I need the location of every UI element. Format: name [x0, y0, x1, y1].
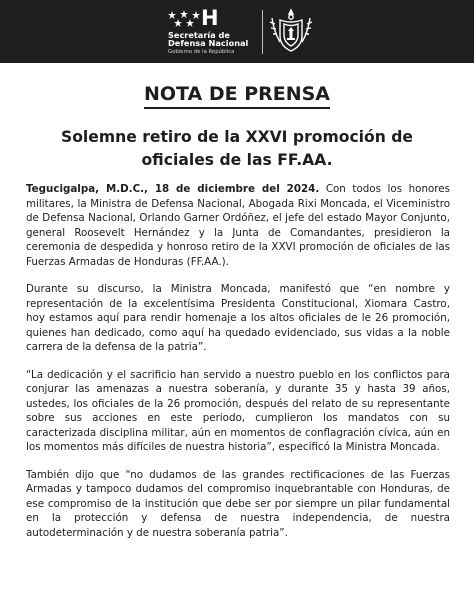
header-bar — [0, 0, 474, 63]
logo-letter: H — [201, 6, 219, 30]
logo-line-3: Gobierno de la República — [168, 49, 235, 55]
logo-divider — [262, 10, 263, 54]
logo-line-1: Secretaría de — [168, 30, 230, 40]
paragraph-2: Durante su discurso, la Ministra Moncada, manifestó que “en nombre y representación de la excelentísima Presidenta Constitucional, Xiomara Castro, hoy estamos aquí para rendir homenaje a los altos oficiales de le 26 promoción, quienes han dedicado, como aquí ha quedado evidenciado, sus vidas a la noble carrera de la defensa de la patria”. — [26, 283, 450, 353]
seal-icon — [266, 6, 316, 56]
paragraph-1 — [26, 182, 450, 269]
logo-line-2: Defensa Nacional — [168, 38, 249, 48]
secretaria-logo — [168, 8, 260, 54]
stars-icon — [168, 10, 200, 28]
press-note-heading — [0, 82, 474, 109]
article-body — [26, 182, 450, 553]
paragraph-3: “La dedicación y el sacrificio han servido a nuestro pueblo en los conflictos para conjurar las amenazas a nuestra soberanía, y durante 35 y hasta 39 años, ustedes, los oficiales de la 26 promoción, después del relato de su representante sobre sus acciones en este periodo, cumplieron los mandatos con su caracterizada disciplina militar, aún en momentos de conflagración cívica, aún en los momentos más difíciles de nuestra historia”, especificó la Ministra Moncada. — [26, 368, 450, 453]
paragraph-4: También dijo que “no dudamos de las grandes rectificaciones de las Fuerzas Armadas y tampoco dudamos del compromiso inquebrantable con Honduras, de ese compromiso de la institución que debe ser por siempre un pilar fundamental en la protección y defensa de nuestra independencia, de nuestra autodeterminación y de nuestra soberanía patria”. — [26, 468, 450, 539]
article-title: Solemne retiro de la XXVI promoción de oficiales de las FF.AA. — [60, 128, 414, 169]
paragraph-1-text: Con todos los honores militares, la Ministra de Defensa Nacional, Abogada Rixi Moncada, el Viceministro de Defensa Nacional, Orlando Garner Ordóñez, el jefe del estado Mayor Conjunto, general Roosevelt Hernández y la Junta de Comandantes, presidieron la ceremonia de despedida y honroso retiro de la XXVI promoción de oficiales de las Fuerzas Armadas de Honduras (FF.AA.). — [26, 183, 451, 268]
heading-text: NOTA DE PRENSA — [144, 82, 330, 109]
dateline: Tegucigalpa, M.D.C., 18 de diciembre del 2024. — [26, 183, 320, 195]
